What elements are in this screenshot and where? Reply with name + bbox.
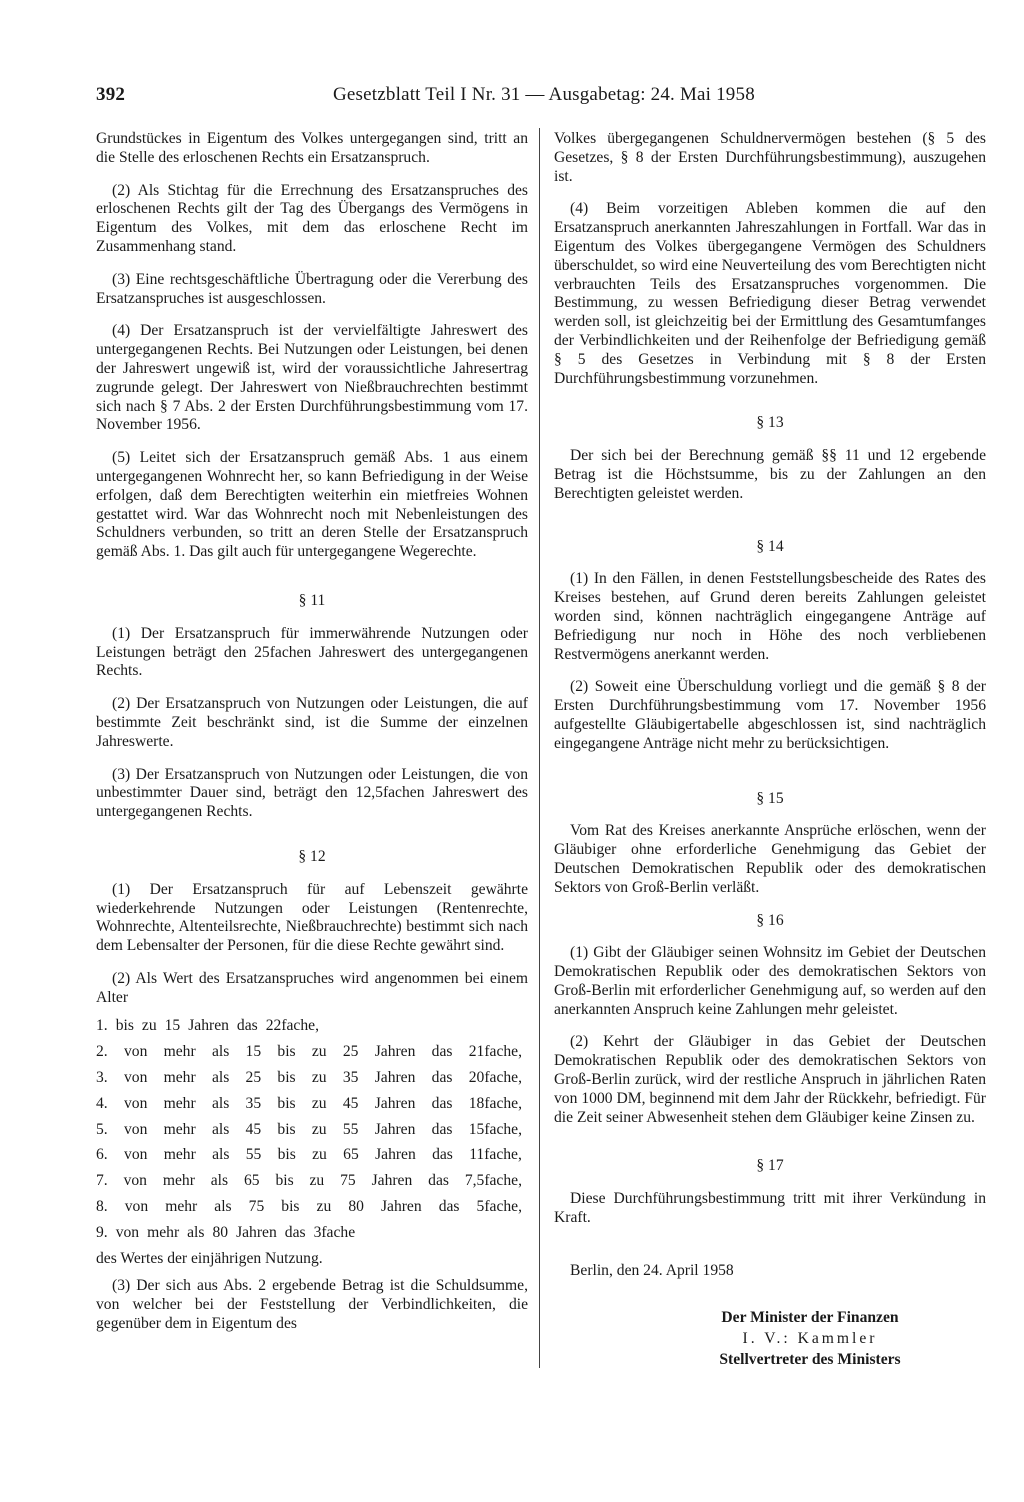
list-word: 6.	[96, 1146, 108, 1164]
list-word: Jahren	[188, 1017, 229, 1035]
list-item	[96, 1168, 528, 1194]
list-word: 15	[245, 1043, 262, 1061]
list-word: zu	[316, 1198, 332, 1216]
list-word: mehr	[163, 1094, 196, 1112]
list-word: 65	[243, 1172, 260, 1190]
list-word: als	[211, 1043, 230, 1061]
list-tail: des Wertes der einjährigen Nutzung.	[96, 1249, 323, 1267]
list-word: 25	[245, 1069, 262, 1087]
list-word: mehr	[163, 1043, 196, 1061]
paragraph: (3) Der Ersatzanspruch von Nutzungen oder Leistungen, die von unbestimmter Dauer sind, beträgt den 12,5fachen Jahreswert des untergegangenen Rechts.	[96, 765, 528, 821]
list-word: von	[124, 1146, 148, 1164]
signatory-role: Stellvertreter des Ministers	[719, 1350, 901, 1368]
list-word: 3fache	[313, 1223, 356, 1241]
list-word: das	[236, 1017, 258, 1035]
list-word: bis	[277, 1069, 296, 1087]
section-heading: § 13	[756, 414, 784, 432]
list-word: das	[431, 1069, 453, 1087]
list-word: von	[123, 1172, 147, 1190]
list-item	[96, 1194, 528, 1220]
list-word: von	[124, 1198, 149, 1216]
list-item	[96, 1065, 528, 1091]
list-word: zu	[311, 1094, 327, 1112]
list-item	[96, 1142, 528, 1168]
list-word: Jahren	[374, 1120, 416, 1138]
list-word: von	[123, 1069, 148, 1087]
section-heading: § 14	[756, 537, 784, 555]
left-column	[96, 130, 528, 1348]
list-word: zu	[141, 1017, 157, 1035]
paragraph: (3) Eine rechtsgeschäftliche Übertragung oder die Vererbung des Ersatzanspruches ist ausgeschlossen.	[96, 270, 528, 307]
signature-block	[554, 1262, 986, 1370]
list-item	[96, 1220, 528, 1246]
paragraph: (1) Gibt der Gläubiger seinen Wohnsitz im Gebiet der Deutschen Demokratischen Republik oder des demokratischen Sektors von Groß-Berlin mit erforderlicher Genehmigung auf, so werden auf den anerkannten Anspruch keine Zahlungen mehr geleistet.	[554, 944, 986, 1018]
paragraph: (1) Der Ersatzanspruch für auf Lebenszeit gewährte wiederkehrende Nutzungen oder Leistungen (Rentenrechte, Wohnrechte, Altenteilsrechte, Nießbrauchrechte) bestimmt sich nach dem Lebensalter der Personen, für die diese Rechte gewährt sind.	[96, 880, 528, 955]
paragraph: (5) Leitet sich der Ersatzanspruch gemäß Abs. 1 aus einem untergegangenen Wohnrecht her, so kann Befriedigung in der Weise erfolgen, daß dem Berechtigten weiterhin ein mietfreies Wohnen gestattet wird. War das Wohnrecht noch mit Nebenleistungen des Schuldners verbunden, so tritt an deren Stelle der Ersatzanspruch gemäß Abs. 1. Das gilt auch für untergegangene Wegerechte.	[96, 449, 528, 561]
paragraph: (2) Als Stichtag für die Errechnung des Ersatzanspruches des erloschenen Rechts gilt der Tag des Übergangs des Vermögens in Eigentum des Volkes, mit dem das erloschene Recht im Zusammenhang stand.	[96, 181, 528, 255]
paragraph: (4) Der Ersatzanspruch ist der vervielfältigte Jahreswert des untergegangenen Rechts. Bei Nutzungen oder Leistungen, bei denen der Jahreswert ungewiß ist, wird der voraussichtliche Jahresertrag zugrunde gelegt. Der Jahreswert von Nießbrauchrechten bestimmt sich nach § 7 Abs. 2 der Ersten Durchführungsbestimmung vom 17. November 1956.	[96, 322, 528, 434]
section-heading: § 12	[298, 847, 326, 865]
list-word: Jahren	[380, 1198, 422, 1216]
list-word: Jahren	[374, 1043, 416, 1061]
list-word: 45	[245, 1120, 262, 1138]
list-word: als	[187, 1223, 205, 1241]
minister-title: Der Minister der Finanzen	[721, 1308, 899, 1326]
section-heading: § 16	[756, 911, 784, 929]
list-word: 5fache,	[476, 1198, 522, 1216]
paragraph: (2) Als Wert des Ersatzanspruches wird angenommen bei einem Alter	[96, 969, 528, 1006]
list-word: als	[210, 1172, 229, 1190]
list-word: 75	[248, 1198, 265, 1216]
list-word: zu	[311, 1120, 327, 1138]
list-word: 11fache,	[469, 1146, 522, 1164]
list-word: mehr	[147, 1223, 180, 1241]
list-word: bis	[277, 1043, 296, 1061]
list-word: als	[212, 1146, 230, 1164]
list-word: 65	[343, 1146, 359, 1164]
signatory-name: I. V.: Kammler	[742, 1329, 878, 1347]
list-word: 15fache,	[468, 1120, 522, 1138]
list-word: bis	[277, 1120, 296, 1138]
list-word: mehr	[163, 1120, 196, 1138]
list-word: das	[438, 1198, 460, 1216]
list-word: 55	[342, 1120, 359, 1138]
list-word: das	[431, 1043, 453, 1061]
paragraph: Der sich bei der Berechnung gemäß §§ 11 und 12 ergebende Betrag ist die Höchstsumme, bis zu der Zahlungen an den Berechtigten geleistet werden.	[554, 447, 986, 502]
paragraph: (1) Der Ersatzanspruch für immerwährende Nutzungen oder Leistungen beträgt den 25fachen Jahreswert des untergegangenen Rechts.	[96, 624, 528, 680]
list-word: bis	[275, 1172, 294, 1190]
list-word: zu	[311, 1069, 327, 1087]
paragraph: Grundstückes in Eigentum des Volkes untergegangen sind, tritt an die Stelle des erloschenen Rechts ein Ersatzanspruch.	[96, 130, 528, 166]
list-word: 2.	[96, 1043, 108, 1061]
place-date: Berlin, den 24. April 1958	[570, 1261, 734, 1279]
list-word: 55	[245, 1146, 262, 1164]
list-item	[96, 1117, 528, 1143]
list-word: 7,5fache,	[464, 1172, 522, 1190]
list-word: das	[431, 1120, 453, 1138]
list-word: bis	[281, 1198, 300, 1216]
section-heading: § 11	[298, 591, 326, 609]
list-item	[96, 1091, 528, 1117]
list-word: mehr	[163, 1069, 196, 1087]
list-word: 25	[342, 1043, 359, 1061]
list-word: 80	[348, 1198, 364, 1216]
list-word: 20fache,	[468, 1069, 522, 1087]
list-word: 35	[342, 1069, 359, 1087]
section-heading: § 15	[756, 789, 784, 807]
list-word: bis	[277, 1094, 296, 1112]
list-word: 1.	[96, 1017, 108, 1035]
paragraph: (3) Der sich aus Abs. 2 ergebende Betrag ist die Schuldsumme, von welcher bei der Feststellung der Verbindlichkeiten, die gegenüber dem in Eigentum des	[96, 1277, 528, 1333]
paragraph: Diese Durchführungsbestimmung tritt mit ihrer Verkündung in Kraft.	[554, 1190, 986, 1227]
list-word: 45	[342, 1094, 359, 1112]
gazette-title: Gesetzblatt Teil I Nr. 31 — Ausgabetag: 24. Mai 1958	[333, 84, 755, 105]
list-word: das	[284, 1223, 306, 1241]
page-header	[96, 84, 988, 112]
list-word: das	[428, 1172, 449, 1190]
list-word: 18fache,	[468, 1094, 522, 1112]
right-column	[554, 130, 986, 1370]
list-word: 22fache,	[265, 1017, 319, 1035]
list-word: 75	[340, 1172, 356, 1190]
column-divider	[539, 128, 540, 1368]
list-word: von	[123, 1043, 148, 1061]
list-word: bis	[277, 1146, 296, 1164]
list-word: 9.	[96, 1223, 108, 1241]
age-multiplier-list	[96, 1013, 528, 1271]
list-word: zu	[312, 1146, 327, 1164]
list-word: Jahren	[374, 1069, 416, 1087]
paragraph: (2) Kehrt der Gläubiger in das Gebiet der Deutschen Demokratischen Republik oder des demokratischen Sektors von Groß-Berlin zurück, wird der restliche Anspruch in jährlichen Raten von 1000 DM, beginnend mit dem Jahr der Rückkehr, befriedigt. Für die Zeit seiner Abwesenheit stehen dem Gläubiger keine Zinsen zu.	[554, 1033, 986, 1126]
paragraph: (2) Soweit eine Überschuldung vorliegt und die gemäß § 8 der Ersten Durchführungsbestimmung vom 17. November 1956 aufgestellte Gläubigertabelle abgeschlossen ist, sind nachträglich eingegangene Anträge nicht mehr zu berücksichtigen.	[554, 678, 986, 752]
list-word: 4.	[96, 1094, 108, 1112]
list-word: Jahren	[371, 1172, 413, 1190]
paragraph: Vom Rat des Kreises anerkannte Ansprüche erlöschen, wenn der Gläubiger ohne erforderliche Genehmigung das Gebiet der Deutschen Demokratischen Republik oder des demokratischen Sektors von Groß-Berlin verläßt.	[554, 822, 986, 896]
paragraph: (2) Der Ersatzanspruch von Nutzungen oder Leistungen, die auf bestimmte Zeit beschränkt sind, ist die Summe der einzelnen Jahreswerte.	[96, 695, 528, 750]
list-word: als	[214, 1198, 232, 1216]
list-word: mehr	[165, 1198, 198, 1216]
list-item	[96, 1039, 528, 1065]
list-item	[96, 1013, 528, 1039]
signatory	[554, 1307, 986, 1370]
paragraph: Volkes übergegangenen Schuldnervermögen bestehen (§ 5 des Gesetzes, § 8 der Ersten Durchführungsbestimmung), auszugehen ist.	[554, 130, 986, 185]
list-word: das	[432, 1146, 453, 1164]
paragraph: (4) Beim vorzeitigen Ableben kommen die auf den Ersatzanspruch anerkannten Jahreszahlungen in Fortfall. War das in Eigentum des Volkes übergegangene Vermögen des Schuldners überschuldet, so wird eine Neuverteilung des vom Berechtigten nicht verbrauchten Teils des Ersatzanspruches vorgenommen. Die Bestimmung, zu wessen Befriedigung dieser Betrag verwendet werden soll, ist gleichzeitig bei der Ermittlung des Gesamtumfanges der Verbindlichkeiten und der Reihenfolge der Befriedigung gemäß § 5 des Gesetzes in Verbindung mit § 8 der Ersten Durchführungsbestimmung vorzunehmen.	[554, 200, 986, 387]
list-word: das	[431, 1094, 453, 1112]
list-word: von	[115, 1223, 140, 1241]
list-word: 15	[164, 1017, 181, 1035]
list-word: 35	[245, 1094, 262, 1112]
list-word: von	[123, 1094, 148, 1112]
list-word: Jahren	[236, 1223, 277, 1241]
list-word: Jahren	[374, 1094, 416, 1112]
list-word: zu	[311, 1043, 327, 1061]
list-word: Jahren	[375, 1146, 416, 1164]
paragraph: (1) In den Fällen, in denen Feststellungsbescheide des Rates des Kreises bestehen, auf Grund deren bereits Zahlungen geleistet worden sind, können nachträglich eingegangene Anträge auf Befriedigung nur noch in Höhe des noch verbliebenen Restvermögens anerkannt werden.	[554, 570, 986, 663]
list-word: von	[123, 1120, 148, 1138]
list-word: 8.	[96, 1198, 108, 1216]
list-word: 5.	[96, 1120, 108, 1138]
list-word: 7.	[96, 1172, 108, 1190]
list-word: als	[211, 1069, 230, 1087]
list-word: bis	[115, 1017, 134, 1035]
list-word: als	[211, 1094, 230, 1112]
list-word: zu	[309, 1172, 325, 1190]
list-word: 3.	[96, 1069, 108, 1087]
list-word: 80	[212, 1223, 229, 1241]
page-number: 392	[96, 84, 126, 105]
list-word: mehr	[162, 1172, 195, 1190]
list-word: als	[211, 1120, 230, 1138]
list-word: mehr	[163, 1146, 196, 1164]
section-heading: § 17	[756, 1157, 784, 1175]
list-word: 21fache,	[468, 1043, 522, 1061]
